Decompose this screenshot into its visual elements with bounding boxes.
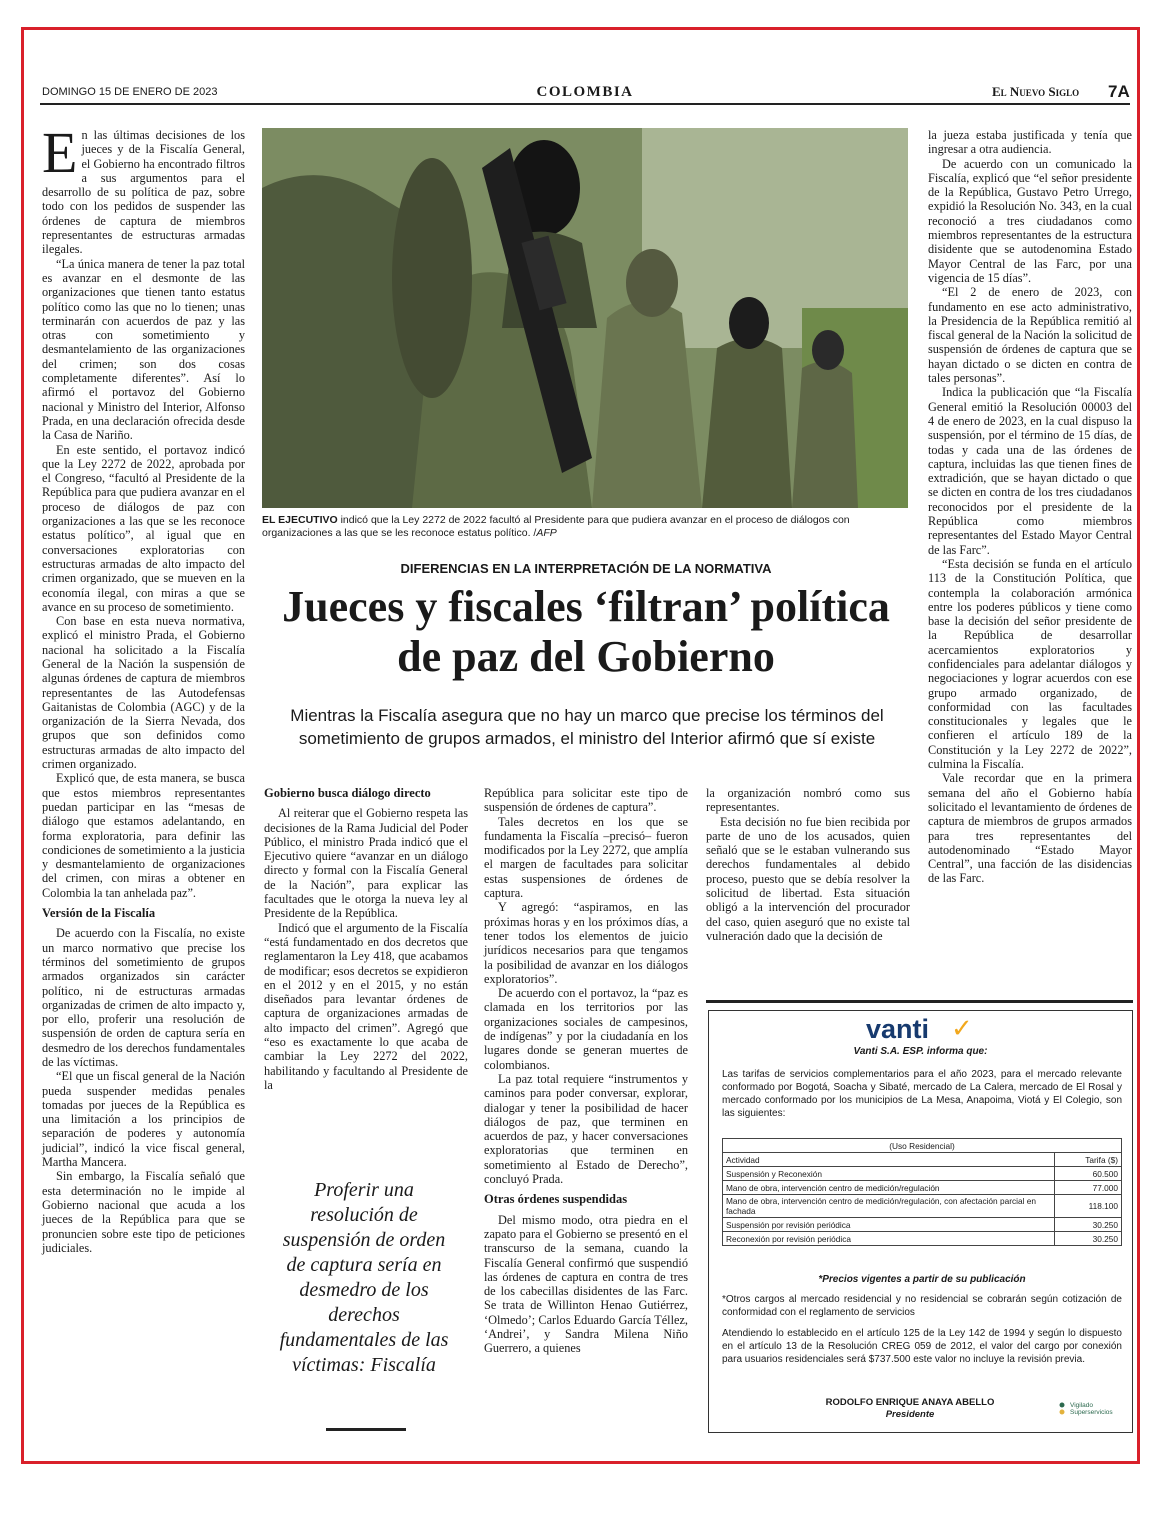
ad-note-2: Atendiendo lo establecido en el artículo 125 de la Ley 142 de 1994 y según lo dispuesto en el artículo 13 de la Resolución CREG 059 de 2012, el valor del cargo por conexión para usuarios residenciales será $737.500 este valor no incluye la revisión previa. bbox=[722, 1328, 1122, 1365]
lead-paragraph: En las últimas decisiones de los jueces y de la Fiscalía General, el Gobierno ha encontrado filtros a sus argumentos para el desarrollo de su política de paz, sobre todo con los pedidos de suspender las órdenes de captura de miembros representantes de estructuras armadas ilegales. bbox=[42, 120, 245, 257]
paragraph: “Esta decisión se funda en el artículo 113 de la Constitución Política, que contempla la colaboración armónica entre los poderes públicos y tiene como base la decisión del señor presidente de la República de desarrollar acercamientos exploratorios y confidenciales para adelantar diálogos y negociaciones y lograr acuerdos con ese grupo armado organizado, de conformidad con las facultades constitucionales y legales que le confieren el artículo 189 de la Constitución y la Ley 2272 de 2022”, culmina la Fiscalía. bbox=[928, 556, 1132, 772]
article-column-5 bbox=[928, 128, 1132, 886]
pull-quote: Proferir una resolución de suspensión de orden de captura sería en desmedro de los derechos fundamentales de las víctimas: Fiscalía bbox=[279, 1179, 449, 1376]
paragraph: Con base en esta nueva normativa, explicó el ministro Prada, el Gobierno nacional ha solicitado a la Fiscalía General de la Nación la suspensión de algunas órdenes de captura de miembros representantes de las Autodefensas Gaitanistas de Colombia (AGC) y de la organización de la Sierra Nevada, dos grupos que son definidos como estructuras armadas de alto impacto del crimen organizado. bbox=[42, 614, 245, 772]
table-header-row bbox=[723, 1153, 1122, 1167]
ad-validity: *Precios vigentes a partir de su publicación bbox=[818, 1274, 1026, 1285]
subhead-version-fiscalia: Versión de la Fiscalía bbox=[42, 906, 156, 921]
paragraph: “El que un fiscal general de la Nación pueda suspender medidas penales tomadas por jueces de la República es una limitación a los principios de separación de poderes y autonomía judicial”, indicó la vice fiscal general, Martha Mancera. bbox=[42, 1069, 245, 1170]
table-title-row bbox=[723, 1139, 1122, 1153]
paragraph: República para solicitar este tipo de suspensión de órdenes de captura”. bbox=[484, 786, 688, 815]
paragraph: “El 2 de enero de 2023, con fundamento en ese acto administrativo, la Presidencia de la República remitió al fiscal general de la Nación la solicitud de suspensión de órdenes de captura que se hayan dictado o se dicten en contra de tales personas”. bbox=[928, 285, 1132, 386]
vanti-check-icon: ✓ bbox=[951, 1014, 973, 1044]
ad-intro: Las tarifas de servicios complementarios para el año 2023, para el mercado relevante conformado por Bogotá, Soacha y Sibaté, mercado de La Calera, mercado de El Rosal y mercado conformado por los municipios de La Mesa, Anapoima, Viotá y El Colegio, son las siguientes: bbox=[722, 1069, 1122, 1119]
table-row: Mano de obra, intervención centro de medición/regulación 77.000 bbox=[723, 1181, 1122, 1195]
paragraph: Tales decretos en los que se fundamenta la Fiscalía –precisó– fueron modificados por la Ley 2272, que amplía el margen de facultades para solicitar estas suspensiones de órdenes de captura. bbox=[484, 814, 688, 901]
paragraph: De acuerdo con un comunicado la Fiscalía, explicó que “el señor presidente de la República, Gustavo Petro Urrego, expidió la Resolución No. 343, en la cual reconoció a tres ciudadanos como miembros representantes de la estructura disidente que se autodenomina Estado Mayor Central de las Farc, por una vigencia de 15 días”. bbox=[928, 156, 1132, 285]
paragraph: Al reiterar que el Gobierno respeta las decisiones de la Rama Judicial del Poder Público, el ministro Prada indicó que el Ejecutivo quiere “avanzar en un diálogo directo y formal con la Fiscalía General de la Nación”, para explicar las facultades que le otorga la nueva ley al Presidente de la República. bbox=[264, 806, 468, 921]
paragraph: De acuerdo con la Fiscalía, no existe un marco normativo que precise los términos del sometimiento de grupos armados organizados sin carácter político, ni de estructuras armadas organizadas de crimen de alto impacto y, por ello, proferir una resolución de suspensión de orden de captura sería en desmedro de los derechos fundamentales de las víctimas. bbox=[42, 926, 245, 1069]
paragraph: “La única manera de tener la paz total es avanzar en el desmonte de las organizaciones que tienen tanto estatus político como las que no lo tienen; unas terminarán con acuerdos de paz y las otras con sometimiento y desmantelamiento de las organizaciones del crimen; son dos cosas completamente diferentes”. Así lo afirmó el portavoz del Gobierno nacional y Ministro del Interior, Alfonso Prada, en una declaración ofrecida desde la Casa de Nariño. bbox=[42, 256, 245, 443]
photo-caption: EL EJECUTIVO indicó que la Ley 2272 de 2022 facultó al Presidente para que pudiera avanzar en el proceso de diálogos con organizaciones a las que se les reconoce estatus político. /AFP bbox=[262, 514, 850, 539]
subhead-otras-ordenes: Otras órdenes suspendidas bbox=[484, 1192, 628, 1207]
table-row: Mano de obra, intervención centro de medición/regulación, con afectación parcial en fachada 118.100 bbox=[723, 1195, 1122, 1218]
col-activity: Actividad bbox=[723, 1153, 1055, 1167]
drop-cap: E bbox=[42, 120, 78, 185]
ad-subtitle: Vanti S.A. ESP. informa que: bbox=[853, 1046, 988, 1057]
article-column-1 bbox=[42, 120, 245, 1255]
article-column-2 bbox=[264, 786, 468, 1092]
table-row: Suspensión por revisión periódica 30.250 bbox=[723, 1218, 1122, 1232]
article-photo bbox=[262, 128, 908, 508]
paragraph: Indicó que el argumento de la Fiscalía “está fundamentado en dos decretos que reglamentaron la Ley 418, que acabamos de modificar; esos decretos se expidieron en el 2012 y en el 2015, y no están diseñados para levantar órdenes de captura de organizaciones armadas de alto impacto del crimen”. Agregó que “eso es exactamente lo que acaba de cambiar la Ley 2272 del 2022, habilitando y facultando al Presidente de la bbox=[264, 920, 468, 1092]
vigilado-label: Vigilado Superservicios bbox=[1070, 1402, 1113, 1416]
col-rate: Tarifa ($) bbox=[1055, 1153, 1122, 1167]
article-column-3 bbox=[484, 786, 688, 1356]
pull-quote-rule bbox=[326, 1428, 406, 1431]
signer-title: Presidente bbox=[885, 1409, 935, 1420]
page-number: 7A bbox=[1108, 82, 1130, 101]
subhead-gobierno-busca: Gobierno busca diálogo directo bbox=[264, 786, 431, 800]
article-deck: Mientras la Fiscalía asegura que no hay un marco que precise los términos del sometimiento de grupos armados, el ministro del Interior afirmó que sí existe bbox=[290, 706, 884, 748]
signer-name: RODOLFO ENRIQUE ANAYA ABELLO bbox=[825, 1397, 995, 1408]
paragraph: Sin embargo, la Fiscalía señaló que esta determinación no le impide al Gobierno nacional que acuda a los jueces de la República para que se pronuncien sobre este tipo de peticiones judiciales. bbox=[42, 1169, 245, 1255]
table-row: Reconexión por revisión periódica 30.250 bbox=[723, 1232, 1122, 1246]
paragraph: Vale recordar que en la primera semana del año el Gobierno había solicitado el levantamiento de órdenes de captura de miembros de grupos armados para tres representantes del autodenominado “Estado Mayor Central”, una facción de las disidencias de las Farc. bbox=[928, 771, 1132, 886]
paragraph: Explicó que, de esta manera, se busca que estos miembros representantes puedan participar en las “mesas de diálogo que estamos adelantando, en forma exploratoria, para definir las condiciones de sometimiento a la justicia y desmantelamiento de organizaciones del crimen, con miras a obtener en Colombia la tan anhelada paz”. bbox=[42, 771, 245, 900]
article-column-4 bbox=[706, 786, 910, 943]
section-name: COLOMBIA bbox=[536, 84, 634, 100]
table-title: (Uso Residencial) bbox=[723, 1139, 1122, 1153]
newspaper-name: El Nuevo Siglo bbox=[992, 84, 1080, 99]
article-kicker: DIFERENCIAS EN LA INTERPRETACIÓN DE LA NORMATIVA bbox=[400, 561, 772, 576]
table-row: Suspensión y Reconexión 60.500 bbox=[723, 1167, 1122, 1181]
paragraph: Esta decisión no fue bien recibida por parte de uno de los acusados, quien señaló que se le estaban vulnerando sus derechos fundamentales al debido proceso, puesto que se debía resolver la solicitud de libertad. Esta situación obligó a la intervención del procurador del caso, quien aseguró que no existe tal vulneración dado que la decisión de bbox=[706, 814, 910, 943]
paragraph: En este sentido, el portavoz indicó que la Ley 2272 de 2022, aprobada por el Congreso, “facultó al Presidente de la República para que pudiera avanzar en el proceso de diálogos de paz con organizaciones a las que se les reconoce estatus político”, al igual que en conversaciones exploratorias con estructuras armadas de alto impacto del crimen organizado, que se mueven en la economía ilegal, con miras a que se avance en su proceso de sometimiento. bbox=[42, 442, 245, 614]
paragraph: Del mismo modo, otra piedra en el zapato para el Gobierno se presentó en el transcurso de la semana, cuando la Fiscalía General confirmó que suspendió las órdenes de captura en contra de tres de los cabecillas disidentes de las Farc. Se trata de Willinton Henao Gutiérrez, ‘Olmedo’; Carlos Eduardo García Téllez, ‘Andrei’, y Sandra Milena Niño Guerrero, a quienes bbox=[484, 1212, 688, 1356]
tariff-table bbox=[722, 1138, 1122, 1246]
paragraph: la organización nombró como sus representantes. bbox=[706, 786, 910, 815]
vanti-logo: vanti bbox=[866, 1014, 930, 1044]
header-rule bbox=[40, 103, 1130, 105]
armed-group-photo-illustration bbox=[262, 128, 908, 508]
paragraph: De acuerdo con el portavoz, la “paz es clamada en los territorios por las organizaciones sociales de campesinos, de indígenas” y por la ciudadanía en los lugares donde se generan muertes de colombianos. bbox=[484, 986, 688, 1072]
issue-date: DOMINGO 15 DE ENERO DE 2023 bbox=[42, 86, 218, 98]
paragraph: La paz total requiere “instrumentos y caminos para poder conversar, explorar, dialogar y tener la posibilidad de hacer diálogos de paz, que terminen en acuerdos de paz, y hacer conversaciones exploratorias que terminen en sometimiento al Estado de Derecho”, concluyó Prada. bbox=[484, 1071, 688, 1187]
vigilado-icon bbox=[1058, 1402, 1066, 1416]
ad-note-1: *Otros cargos al mercado residencial y no residencial se cobrarán según cotización de conformidad con el reglamento de servicios bbox=[722, 1294, 1122, 1318]
paragraph: Indica la publicación que “la Fiscalía General emitió la Resolución 00003 del 4 de enero de 2023, en la cual dispuso la suspensión, por el término de 15 días, de todas y cada una de las órdenes de captura, incluidas las que tienen fines de extradición, que se hayan dictado o que se dicten en contra de los tres ciudadanos reconocidos por el presidente de la República como miembros representantes del Estado Mayor Central de las Farc”. bbox=[928, 385, 1132, 557]
article-headline: Jueces y fiscales ‘filtran’ política de paz del Gobierno bbox=[282, 582, 890, 681]
ad-signature bbox=[760, 1397, 1060, 1421]
paragraph: Y agregó: “aspiramos, en las próximas horas y en los próximos días, a tener todos los elementos de juicio jurídicos necesarios para que tengamos la posibilidad de avanzar en los diálogos exploratorios”. bbox=[484, 900, 688, 986]
paragraph: la jueza estaba justificada y tenía que ingresar a otra audiencia. bbox=[928, 128, 1132, 157]
